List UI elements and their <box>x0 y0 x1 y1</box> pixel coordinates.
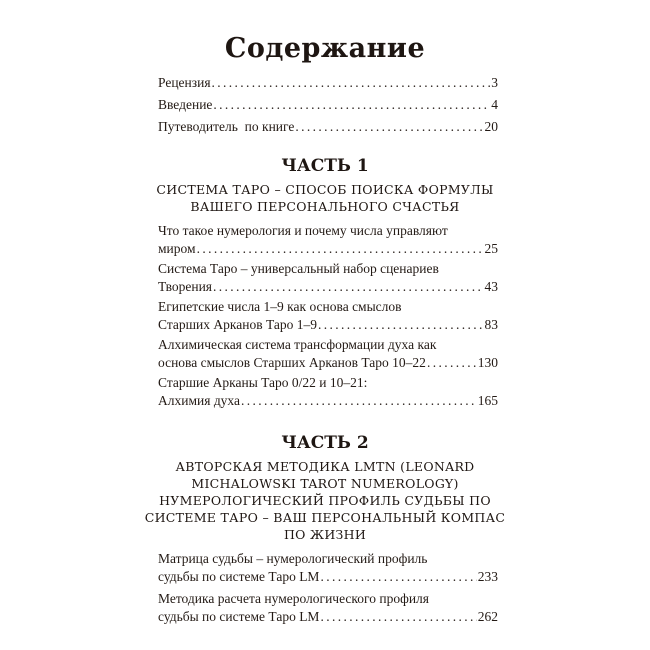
toc-entry-page: 3 <box>491 75 498 90</box>
toc-entry-page: 233 <box>477 569 498 584</box>
part-2-subtitle-line: АВТОРСКАЯ МЕТОДИКА LMTN (LEONARD <box>175 459 475 474</box>
leader-dots <box>241 392 477 410</box>
toc-entry-page: 165 <box>477 393 498 408</box>
toc-entry-title-line2: Алхимия духа <box>158 393 240 408</box>
toc-entry[interactable] <box>158 590 498 626</box>
leader-dots <box>318 316 484 334</box>
toc-entry[interactable] <box>158 298 498 334</box>
leader-dots <box>197 240 484 258</box>
part-2-subtitle-line: ПО ЖИЗНИ <box>283 527 367 542</box>
toc-entry-title-line2: Старших Арканов Таро 1–9 <box>158 317 317 332</box>
part-2-subtitle-line: MICHALOWSKI TAROT NUMEROLOGY) <box>191 476 459 491</box>
part-1-subtitle-line: ВАШЕГО ПЕРСОНАЛЬНОГО СЧАСТЬЯ <box>190 199 460 214</box>
toc-entry-page: 20 <box>484 119 498 134</box>
toc-entry[interactable] <box>158 550 498 586</box>
toc-entry-page: 4 <box>491 97 498 112</box>
toc-entry-title-line1: Алхимическая система трансформации духа как <box>158 337 437 352</box>
part-2-subtitle <box>120 458 530 543</box>
leader-dots <box>295 118 483 136</box>
part-2-list <box>158 550 498 626</box>
toc-entry-title-line1: Старшие Арканы Таро 0/22 и 10–21: <box>158 375 368 390</box>
part-1-subtitle-line: СИСТЕМА ТАРО – СПОСОБ ПОИСКА ФОРМУЛЫ <box>156 182 494 197</box>
toc-entry[interactable] <box>158 74 498 92</box>
toc-entry-title-line2: основа смыслов Старших Арканов Таро 10–22 <box>158 355 426 370</box>
toc-entry-title-line2: миром <box>158 241 196 256</box>
leader-dots <box>320 608 476 626</box>
toc-entry-title-line1: Система Таро – универсальный набор сценариев <box>158 261 439 276</box>
toc-entry-title: Введение <box>158 97 213 112</box>
toc-entry-title-line2: судьбы по системе Таро LM <box>158 609 320 624</box>
leader-dots <box>427 354 477 372</box>
toc-entry-page: 262 <box>477 609 498 624</box>
toc-entry-title-line1: Матрица судьбы – нумерологический профиль <box>158 551 428 566</box>
toc-entry-page: 130 <box>477 355 498 370</box>
part-1-subtitle <box>120 181 530 215</box>
toc-entry-title-line1: Что такое нумерология и почему числа управляют <box>158 223 448 238</box>
part-1-heading: ЧАСТЬ 1 <box>281 156 369 176</box>
toc-entry[interactable] <box>158 96 498 114</box>
toc-entry[interactable] <box>158 374 498 410</box>
toc-entry-title-line1: Египетские числа 1–9 как основа смыслов <box>158 299 402 314</box>
leader-dots <box>212 74 491 92</box>
toc-entry-page: 83 <box>484 317 498 332</box>
part-1-list <box>158 222 498 410</box>
part-2-subtitle-line: НУМЕРОЛОГИЧЕСКИЙ ПРОФИЛЬ СУДЬБЫ ПО <box>159 493 491 508</box>
front-matter-list <box>158 74 498 136</box>
part-2-subtitle-line: СИСТЕМЕ ТАРО – ВАШ ПЕРСОНАЛЬНЫЙ КОМПАС <box>144 510 506 525</box>
toc-entry-title-line2: судьбы по системе Таро LM <box>158 569 320 584</box>
toc-entry[interactable] <box>158 260 498 296</box>
toc-entry[interactable] <box>158 222 498 258</box>
toc-entry-title: Путеводитель по книге <box>158 119 295 134</box>
toc-entry-title-line2: Творения <box>158 279 213 294</box>
toc-entry-title: Рецензия <box>158 75 211 90</box>
toc-entry-title-line1: Методика расчета нумерологического профиля <box>158 591 429 606</box>
leader-dots <box>213 96 490 114</box>
toc-entry-page: 25 <box>484 241 498 256</box>
part-2-heading: ЧАСТЬ 2 <box>281 433 369 453</box>
toc-entry-page: 43 <box>484 279 498 294</box>
leader-dots <box>213 278 483 296</box>
toc-entry[interactable] <box>158 118 498 136</box>
page-title: Содержание <box>224 33 426 64</box>
toc-entry[interactable] <box>158 336 498 372</box>
leader-dots <box>320 568 476 586</box>
